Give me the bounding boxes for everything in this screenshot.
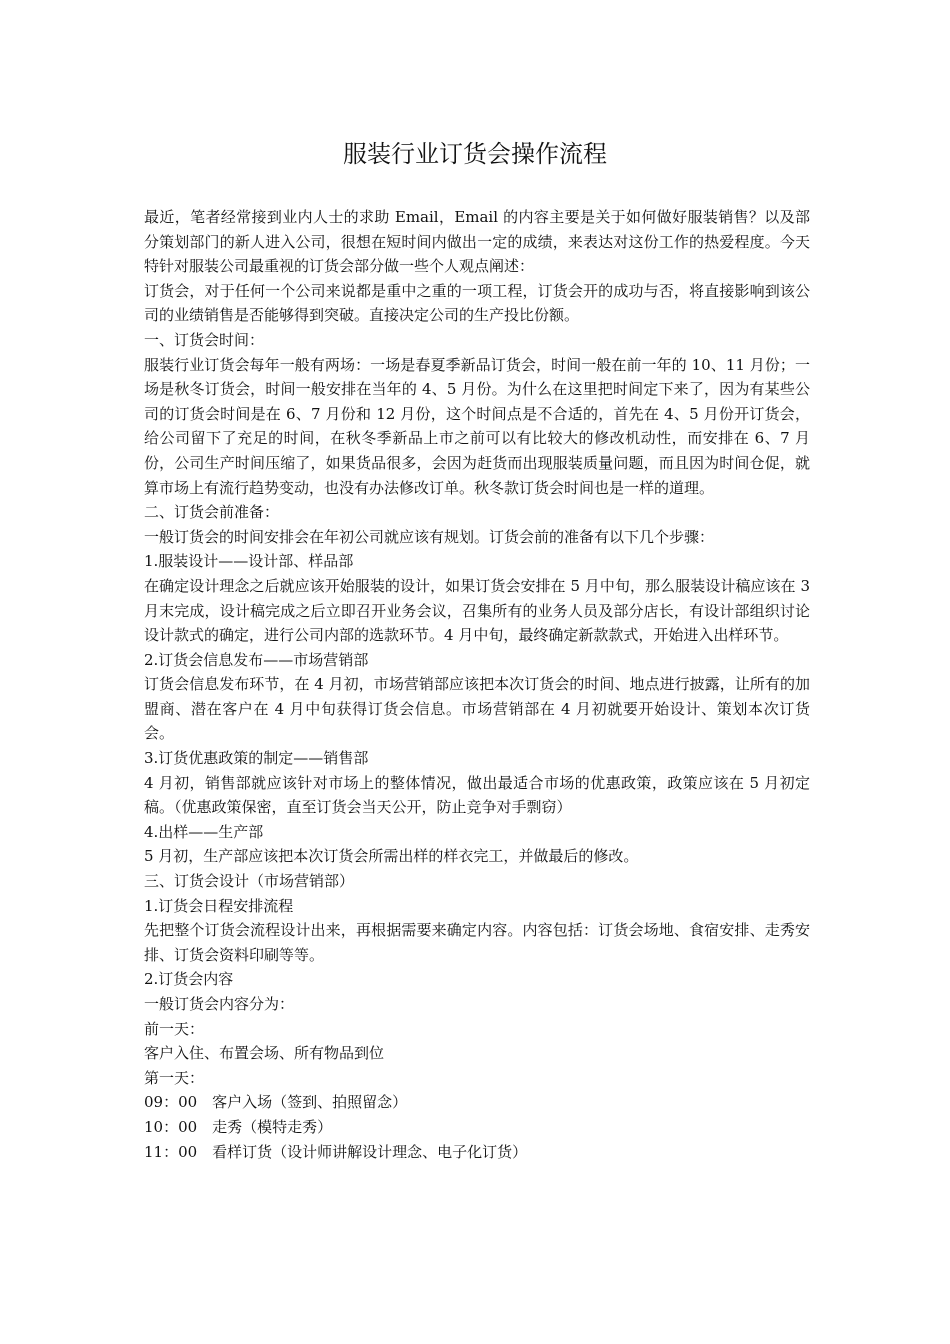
paragraph: 订货会，对于任何一个公司来说都是重中之重的一项工程，订货会开的成功与否，将直接影响到该公司的业绩销售是否能够得到突破。直接决定公司的生产投比份额。 <box>144 281 810 325</box>
section-heading: 一、订货会时间： <box>144 330 265 349</box>
schedule-item: 11：00 看样订货（设计师讲解设计理念、电子化订货） <box>144 1142 528 1161</box>
paragraph: 最近，笔者经常接到业内人士的求助 Email，Email 的内容主要是关于如何做好服装销售？以及部分策划部门的新人进入公司，很想在短时间内做出一定的成绩，来表达对这份工作的热爱程度。今天特针对服装公司最重视的订货会部分做一些个人观点阐述： <box>144 208 810 276</box>
paragraph: 订货会信息发布环节，在 4 月初，市场营销部应该把本次订货会的时间、地点进行披露，让所有的加盟商、潜在客户在 4 月中旬获得订货会信息。市场营销部在 4 月初就要开始设计、策划本次订货会。 <box>144 675 810 743</box>
subsection-heading: 3.订货优惠政策的制定——销售部 <box>144 749 369 768</box>
paragraph: 在确定设计理念之后就应该开始服装的设计，如果订货会安排在 5 月中旬，那么服装设计稿应该在 3 月末完成，设计稿完成之后立即召开业务会议，召集所有的业务人员及部分店长，有设计部组织讨论设计款式的确定，进行公司内部的选款环节。4 月中旬，最终确定新款款式，开始进入出样环节。 <box>144 576 810 645</box>
document-body <box>144 205 810 1164</box>
paragraph: 先把整个订货会流程设计出来，再根据需要来确定内容。内容包括：订货会场地、食宿安排、走秀安排、订货会资料印刷等等。 <box>144 921 810 964</box>
schedule-day-label: 前一天： <box>144 1019 205 1038</box>
subsection-heading: 1.服装设计——设计部、样品部 <box>144 552 354 571</box>
paragraph: 4 月初，销售部就应该针对市场上的整体情况，做出最适合市场的优惠政策，政策应该在 5 月初定稿。（优惠政策保密，直至订货会当天公开，防止竞争对手剽窃） <box>144 773 810 817</box>
subsection-heading: 2.订货会内容 <box>144 970 234 989</box>
subsection-heading: 4.出样——生产部 <box>144 822 264 841</box>
schedule-day-label: 第一天： <box>144 1068 205 1087</box>
schedule-item: 10：00 走秀（模特走秀） <box>144 1117 333 1136</box>
subsection-heading: 1.订货会日程安排流程 <box>144 896 294 915</box>
paragraph: 服装行业订货会每年一般有两场：一场是春夏季新品订货会，时间一般在前一年的 10、11 月份；一场是秋冬订货会，时间一般安排在当年的 4、5 月份。为什么在这里把时间定下来了，因为有某些公司的订货会时间是在 6、7 月份和 12 月份，这个时间点是不合适的，首先在 4、5 月份开订货会，给公司留下了充足的时间，在秋冬季新品上市之前可以有比较大的修改机动性，而安排在 6、7 月份，公司生产时间压缩了，如果货品很多，会因为赶货而出现服装质量问题，而且因为时间仓促，就算市场上有流行趋势变动，也没有办法修改订单。秋冬款订货会时间也是一样的道理。 <box>144 355 810 497</box>
paragraph: 一般订货会的时间安排会在年初公司就应该有规划。订货会前的准备有以下几个步骤： <box>144 527 715 546</box>
schedule-item: 客户入住、布置会场、所有物品到位 <box>144 1044 385 1063</box>
paragraph: 一般订货会内容分为： <box>144 995 295 1013</box>
document-title: 服装行业订货会操作流程 <box>343 140 607 168</box>
schedule-item: 09：00 客户入场（签到、拍照留念） <box>144 1093 408 1112</box>
section-heading: 二、订货会前准备： <box>144 503 280 522</box>
section-heading: 三、订货会设计（市场营销部） <box>144 872 355 891</box>
subsection-heading: 2.订货会信息发布——市场营销部 <box>144 650 369 669</box>
paragraph: 5 月初，生产部应该把本次订货会所需出样的样衣完工，并做最后的修改。 <box>144 847 639 866</box>
